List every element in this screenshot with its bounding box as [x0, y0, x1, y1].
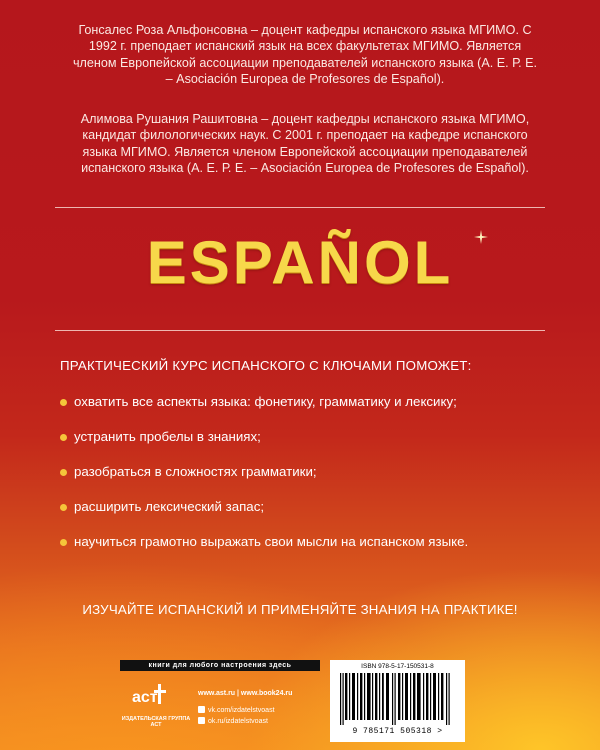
ok-icon — [198, 717, 205, 724]
bullet-icon — [60, 469, 67, 476]
call-to-action: ИЗУЧАЙТЕ ИСПАНСКИЙ И ПРИМЕНЯЙТЕ ЗНАНИЯ НА ПРАКТИКЕ! — [82, 602, 518, 617]
ast-logo-icon — [130, 678, 168, 712]
publisher-tagline: книги для любого настроения здесь — [120, 660, 320, 671]
author-bio-gonsales: Гонсалес Роза Альфонсовна – доцент кафедры испанского языка МГИМО. С 1992 г. преподает испанский язык на всех факультетах МГИМО. Является членом Европейской ассоциации преподавателей испанского языка (А. Е. Р. Е. – Asociación Europea de Profesores de Español). — [72, 23, 538, 87]
list-item-text: охватить все аспекты языка: фонетику, грамматику и лексику; — [74, 394, 457, 409]
ok-link[interactable] — [198, 717, 275, 725]
list-item — [60, 428, 560, 446]
publisher-caption: ИЗДАТЕЛЬСКАЯ ГРУППА АСТ — [121, 716, 191, 728]
list-item — [60, 498, 560, 516]
vk-link-text: vk.com/izdatelstvoast — [208, 707, 275, 714]
divider-bottom — [55, 330, 545, 331]
barcode-box — [330, 660, 465, 742]
list-item — [60, 393, 560, 411]
publisher-block — [120, 660, 320, 740]
barcode-icon — [338, 673, 457, 725]
list-item-text: расширить лексический запас; — [74, 499, 265, 514]
publisher-sites[interactable]: www.ast.ru | www.book24.ru — [198, 690, 293, 697]
divider-top — [55, 207, 545, 208]
author-bio-alimova: Алимова Рушания Рашитовна – доцент кафедры испанского языка МГИМО, кандидат филологических наук. С 2001 г. преподает на кафедре испанского языка МГИМО. Является членом Европейской ассоциации преподавателей испанского языка (А. Е. Р. Е. – Asociación Europea de Profesores de Español). — [80, 112, 530, 176]
isbn-label: ISBN 978-5-17-150531-8 — [361, 663, 434, 670]
features-intro: ПРАКТИЧЕСКИЙ КУРС ИСПАНСКОГО С КЛЮЧАМИ ПОМОЖЕТ: — [60, 358, 472, 373]
social-links — [198, 706, 275, 725]
bullet-icon — [60, 539, 67, 546]
bullet-icon — [60, 399, 67, 406]
barcode-number: 9 785171 505318 > — [352, 727, 443, 736]
ok-link-text: ok.ru/izdatelstvoast — [208, 718, 268, 725]
list-item — [60, 463, 560, 481]
vk-link[interactable] — [198, 706, 275, 714]
bullet-icon — [60, 434, 67, 441]
bullet-icon — [60, 504, 67, 511]
list-item — [60, 533, 560, 551]
book-title: ESPAÑOL — [146, 229, 454, 296]
vk-icon — [198, 706, 205, 713]
logo-text: аст — [132, 689, 158, 706]
list-item-text: научиться грамотно выражать свои мысли на испанском языке. — [74, 534, 469, 549]
sparkle-icon — [474, 230, 488, 244]
list-item-text: разобраться в сложностях грамматики; — [74, 464, 317, 479]
list-item-text: устранить пробелы в знаниях; — [74, 429, 261, 444]
features-list — [60, 393, 560, 551]
